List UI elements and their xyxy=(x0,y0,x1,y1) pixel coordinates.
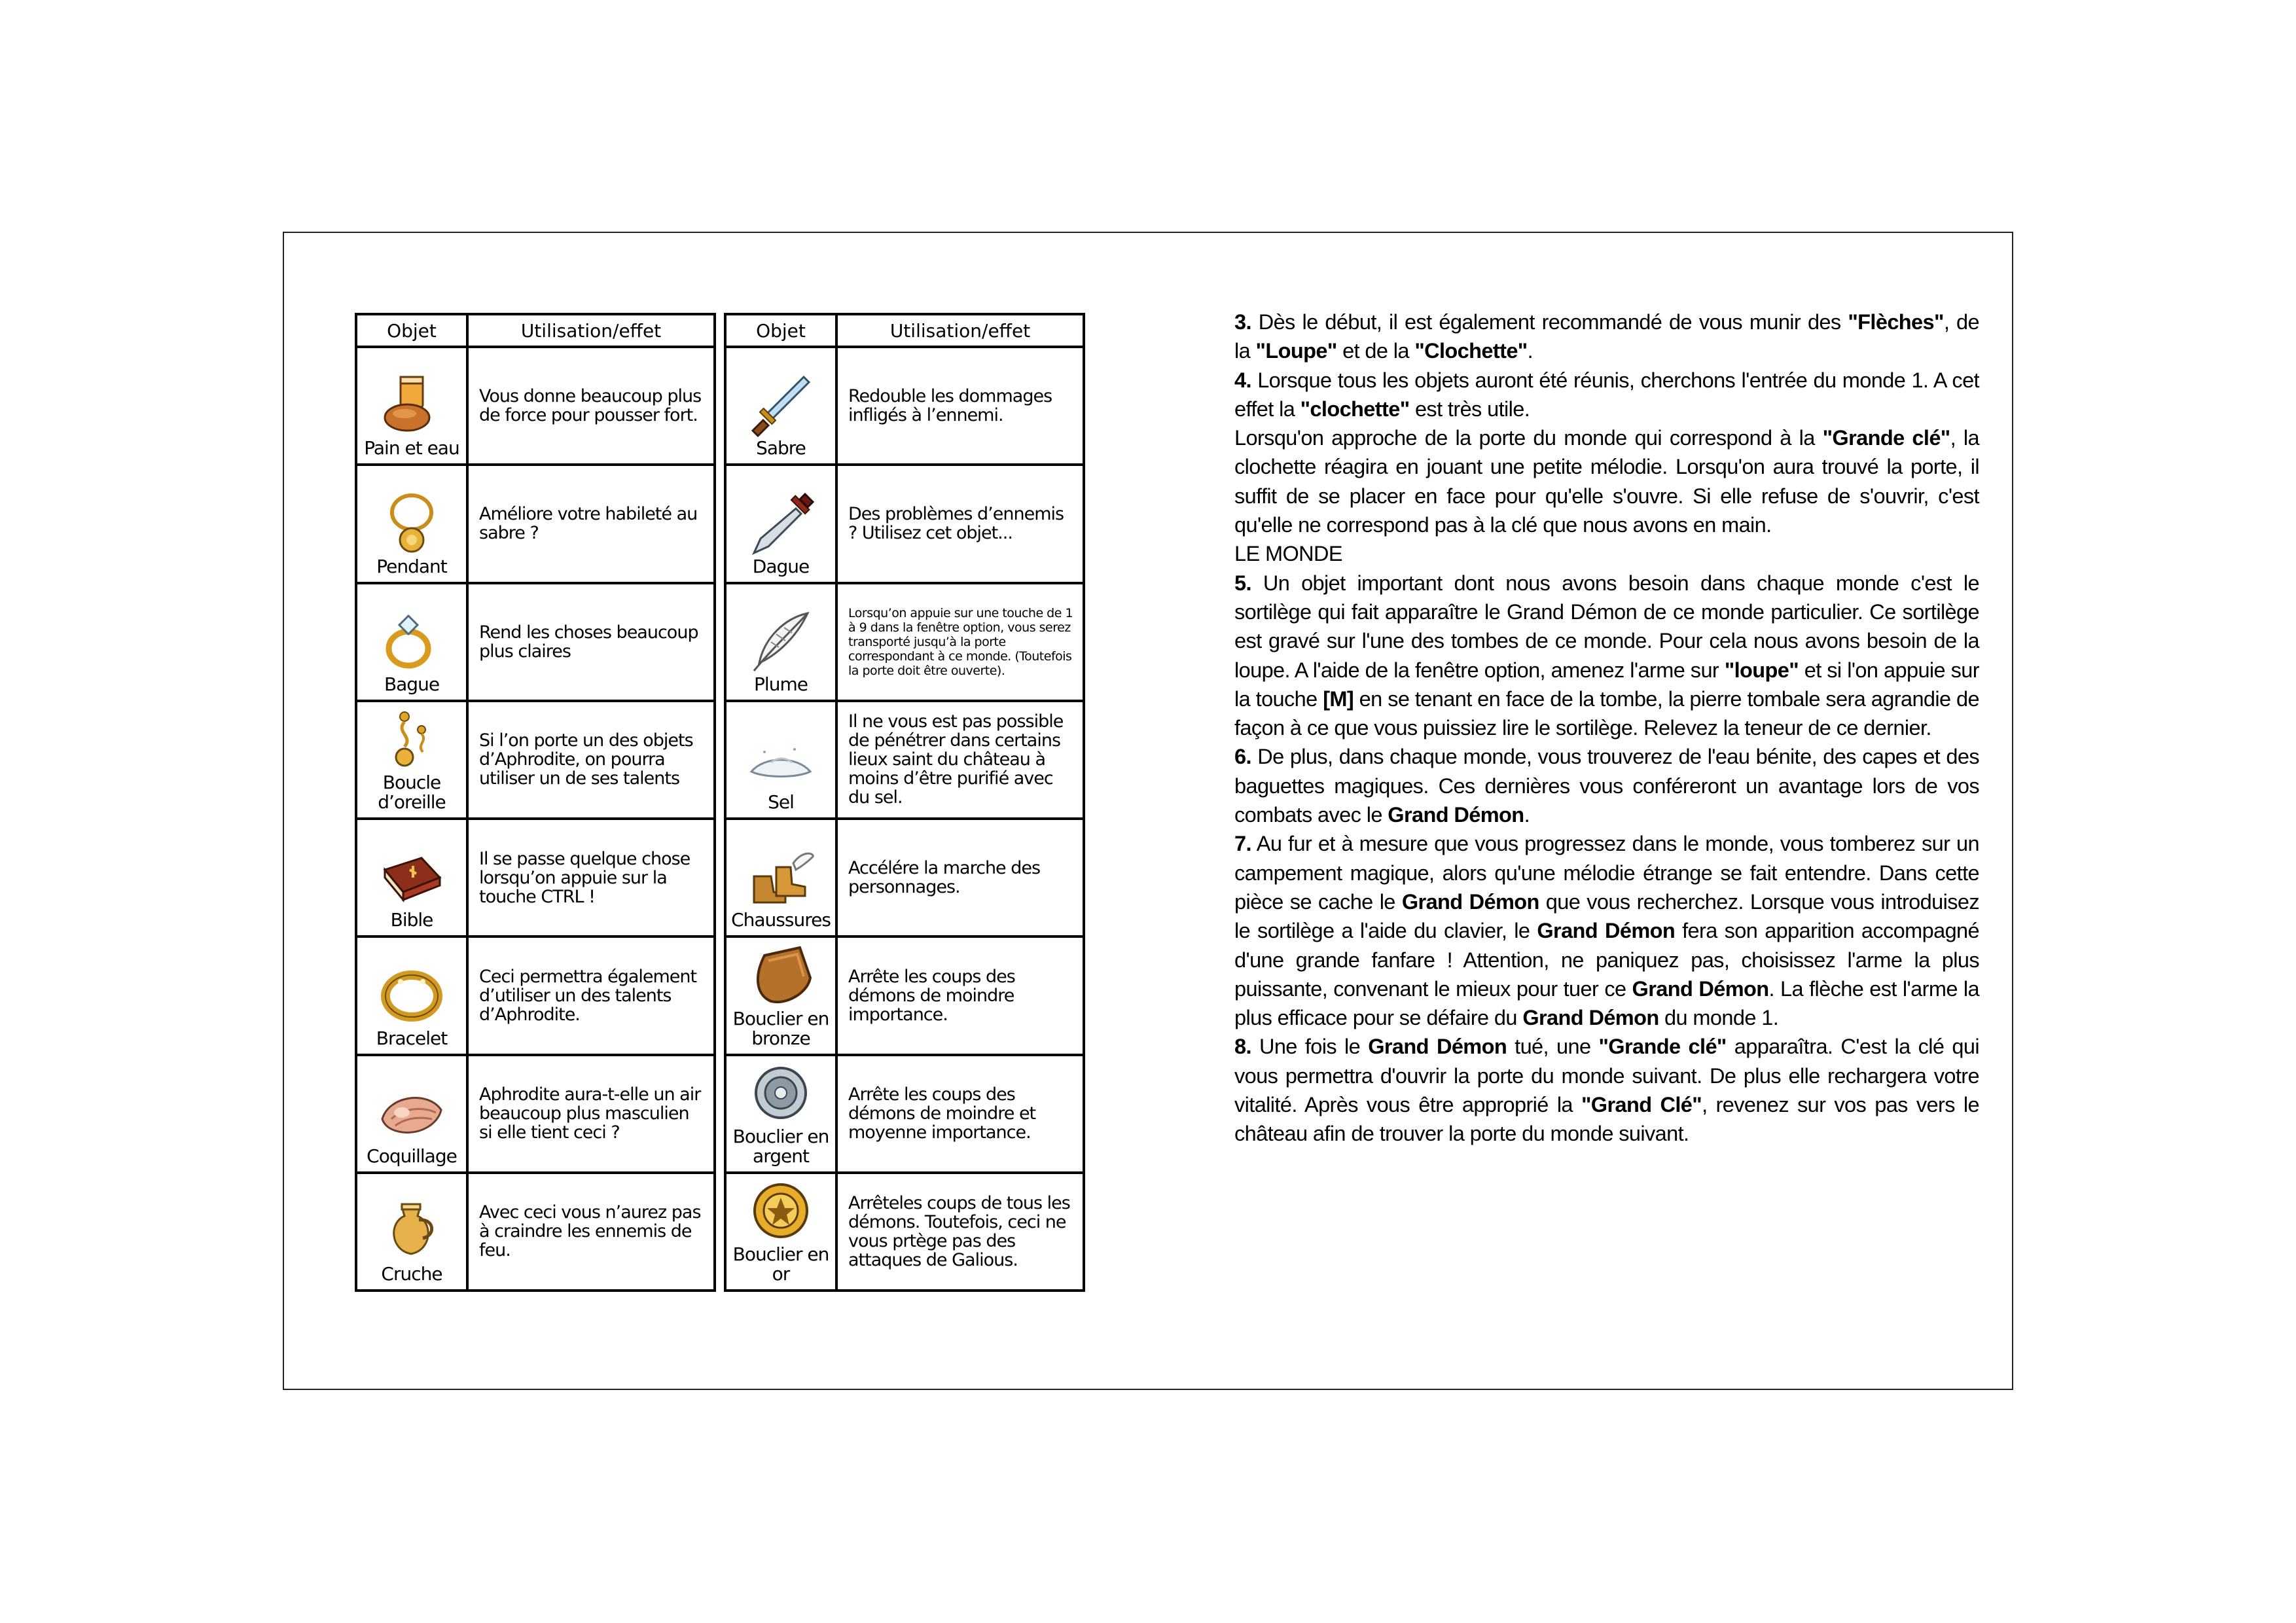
text-segment: Une fois le xyxy=(1251,1035,1369,1059)
text-segment: , la clochette réagira en jouant une petite mélodie. Lorsqu'on aura trouvé la porte, il suffit de se placer en face pour qu'elle s'ouvre. Si elle refuse de s'ouvrir, c'est qu'elle ne correspond pas à la clé que nous avons en main. xyxy=(1234,426,1979,537)
object-cell xyxy=(726,348,838,463)
effect-cell xyxy=(469,820,713,935)
object-name: Sabre xyxy=(756,437,806,459)
effect-text: Des problèmes d’ennemis ? Utilisez cet objet... xyxy=(848,504,1064,544)
object-name: Bague xyxy=(384,673,440,695)
text-segment: apparaîtra. C'est la clé qui vous permettra d'ouvrir la porte du monde suivant. De plus elle rechargera votre vitalité. Après vous être approprié la xyxy=(1234,1035,1979,1117)
column-header-effect: Utilisation/effet xyxy=(889,319,1031,342)
object-name: Bible xyxy=(390,909,433,931)
dagger-icon xyxy=(745,490,817,556)
emphasis-text: "Clochette" xyxy=(1414,339,1528,363)
column-header-object: Objet xyxy=(726,315,838,346)
emphasis-text: 8. xyxy=(1234,1035,1251,1059)
object-cell xyxy=(357,348,469,463)
object-name: Pain et eau xyxy=(364,437,459,459)
emphasis-text: Grand Démon xyxy=(1401,889,1539,914)
emphasis-text: 3. xyxy=(1234,310,1251,334)
text-segment: et de la xyxy=(1336,339,1415,363)
text-segment: . xyxy=(1527,339,1534,363)
table-row xyxy=(357,582,713,700)
emphasis-text: Grand Démon xyxy=(1522,1006,1659,1030)
table-row xyxy=(726,348,1083,463)
object-name: Coquillage xyxy=(367,1145,457,1167)
text-segment: du monde 1. xyxy=(1659,1006,1779,1030)
emphasis-text: 4. xyxy=(1234,368,1251,392)
effect-text: Lorsqu’on appuie sur une touche de 1 à 9 dans la fenêtre option, vous serez transporté jusqu’à la porte correspondant à ce monde. (Toutefois la porte doit être ouverte). xyxy=(848,605,1073,678)
text-segment: Lorsqu'on approche de la porte du monde qui correspond à la xyxy=(1234,426,1823,450)
text-segment: Au fur et à mesure que vous progressez dans le monde, vous tomberez sur un campement magique, alors qu'une mélodie étrange se fait entendre. Dans cette pièce se cache le xyxy=(1234,832,1979,914)
pendant-icon xyxy=(376,490,448,556)
object-cell xyxy=(726,938,838,1053)
emphasis-text: Grand Démon xyxy=(1537,919,1676,943)
bracelet-icon xyxy=(376,962,448,1027)
emphasis-text: Grand Démon xyxy=(1632,976,1769,1001)
gold-shield-icon xyxy=(745,1178,817,1243)
winged-boots-icon xyxy=(745,844,817,909)
object-name: Bouclier en bronze xyxy=(732,1007,829,1049)
emphasis-text: 7. xyxy=(1234,832,1251,856)
effect-cell xyxy=(838,1056,1083,1171)
object-name: Cruche xyxy=(381,1263,442,1285)
paragraph xyxy=(1234,366,1979,424)
effect-cell xyxy=(838,820,1083,935)
object-cell xyxy=(726,584,838,700)
table-row xyxy=(357,348,713,463)
effect-cell xyxy=(838,1174,1083,1289)
sword-icon xyxy=(745,372,817,437)
object-cell xyxy=(357,1056,469,1171)
object-name: Pendant xyxy=(376,555,447,577)
emphasis-text: "Grande clé" xyxy=(1598,1035,1727,1059)
paragraph xyxy=(1234,308,1979,366)
emphasis-text: "Grande clé" xyxy=(1822,426,1950,450)
table-row xyxy=(357,935,713,1053)
emphasis-text: "Grand Clé" xyxy=(1581,1093,1702,1117)
table-row xyxy=(357,1054,713,1171)
object-name: Chaussures xyxy=(731,909,831,931)
text-segment: est très utile. xyxy=(1409,397,1530,421)
effect-text: Arrête les coups des démons de moindre et moyenne importance. xyxy=(848,1084,1036,1143)
table-row xyxy=(726,1171,1083,1289)
bible-icon xyxy=(376,844,448,909)
emphasis-text: Grand Démon xyxy=(1368,1035,1507,1059)
paragraph xyxy=(1234,742,1979,829)
paragraph xyxy=(1234,539,1979,568)
table-body xyxy=(726,348,1083,1289)
feather-icon xyxy=(745,608,817,673)
object-cell xyxy=(357,584,469,700)
object-cell xyxy=(357,466,469,581)
table-row xyxy=(726,935,1083,1053)
bronze-shield-icon xyxy=(745,942,817,1008)
table-row xyxy=(726,463,1083,581)
object-cell xyxy=(357,938,469,1053)
effect-cell xyxy=(469,584,713,700)
effect-text: Améliore votre habileté au sabre ? xyxy=(479,504,698,544)
object-name: Sel xyxy=(768,791,794,813)
column-header-object: Objet xyxy=(357,315,469,346)
object-name: Bracelet xyxy=(376,1027,448,1049)
object-cell xyxy=(726,1056,838,1171)
paragraph xyxy=(1234,829,1979,1032)
text-segment: Lorsque tous les objets auront été réunis, cherchons l'entrée du monde 1. A cet effet la xyxy=(1234,368,1979,421)
text-segment: , de la xyxy=(1234,310,1980,363)
effect-cell xyxy=(838,702,1083,817)
effect-cell xyxy=(838,584,1083,700)
silver-shield-icon xyxy=(745,1060,817,1126)
emphasis-text: 5. xyxy=(1234,571,1251,595)
object-cell xyxy=(726,1174,838,1289)
object-cell xyxy=(726,702,838,817)
paragraph xyxy=(1234,569,1979,743)
salt-icon xyxy=(745,726,817,791)
object-cell xyxy=(357,1174,469,1289)
effect-cell xyxy=(838,348,1083,463)
text-segment: que vous recherchez. Lorsque vous introduisez le sortilège a l'aide du clavier, le xyxy=(1234,889,1979,943)
instructions-text xyxy=(1234,308,1979,1149)
effect-cell xyxy=(469,702,713,817)
bread-water-icon xyxy=(376,372,448,437)
column-header-effect: Utilisation/effet xyxy=(520,319,662,342)
effect-text: Arrêteles coups de tous les démons. Toutefois, ceci ne vous prtège pas des attaques de Galious. xyxy=(848,1192,1070,1270)
effect-cell xyxy=(838,938,1083,1053)
items-table-left xyxy=(355,313,716,1292)
effect-text: Vous donne beaucoup plus de force pour pousser fort. xyxy=(479,386,702,426)
object-cell xyxy=(726,820,838,935)
object-name: Boucle d’oreille xyxy=(378,772,446,813)
emphasis-text: "Loupe" xyxy=(1255,339,1337,363)
emphasis-text: [M] xyxy=(1323,687,1354,711)
table-header xyxy=(726,315,1083,348)
table-row xyxy=(357,1171,713,1289)
text-segment: LE MONDE xyxy=(1234,542,1342,566)
paragraph xyxy=(1234,423,1979,539)
object-name: Plume xyxy=(754,673,808,695)
emphasis-text: 6. xyxy=(1234,745,1251,769)
table-row xyxy=(357,817,713,935)
effect-cell xyxy=(469,1056,713,1171)
object-name: Dague xyxy=(752,555,810,577)
text-segment: et si l'on appuie sur la touche xyxy=(1234,658,1980,711)
table-row xyxy=(726,582,1083,700)
text-segment: Un objet important dont nous avons besoin dans chaque monde c'est le sortilège qui fait apparaître le Grand Démon de ce monde particulier. Ce sortilège est gravé sur l'une des tombes de ce monde. Pour cela nous avons besoin de la loupe. A l'aide de la fenêtre option, amenez l'arme sur xyxy=(1234,571,1979,682)
object-name: Bouclier en or xyxy=(732,1243,829,1285)
text-segment: en se tenant en face de la tombe, la pierre tombale sera agrandie de façon à ce que vous puissiez lire le sortilège. Relevez la teneur de ce dernier. xyxy=(1234,687,1980,740)
object-cell xyxy=(357,702,469,817)
jug-icon xyxy=(376,1198,448,1263)
effect-text: Redouble les dommages infligés à l’ennemi. xyxy=(848,386,1052,426)
emphasis-text: "loupe" xyxy=(1724,658,1799,682)
effect-text: Accélére la marche des personnages. xyxy=(848,858,1041,898)
text-segment: Dès le début, il est également recommandé de vous munir des xyxy=(1251,310,1848,334)
table-header xyxy=(357,315,713,348)
paragraph xyxy=(1234,1032,1979,1148)
emphasis-text: "Flèches" xyxy=(1848,310,1944,334)
effect-text: Rend les choses beaucoup plus claires xyxy=(479,622,698,662)
effect-text: Ceci permettra également d’utiliser un des talents d’Aphrodite. xyxy=(479,966,697,1025)
effect-text: Avec ceci vous n’aurez pas à craindre les ennemis de feu. xyxy=(479,1202,701,1261)
object-cell xyxy=(726,466,838,581)
text-segment: fera son apparition accompagné d'une grande fanfare ! Attention, ne paniquez pas, choisissez l'arme la plus puissante, convenant le mieux pour tuer ce xyxy=(1234,919,1980,1001)
table-row xyxy=(726,817,1083,935)
effect-cell xyxy=(469,466,713,581)
effect-text: Si l’on porte un des objets d’Aphrodite, on pourra utiliser un de ses talents xyxy=(479,730,693,789)
shell-icon xyxy=(376,1080,448,1145)
emphasis-text: "clochette" xyxy=(1300,397,1410,421)
table-row xyxy=(357,700,713,817)
text-segment: . La flèche est l'arme la plus efficace pour se défaire du xyxy=(1234,976,1979,1030)
table-row xyxy=(726,1054,1083,1171)
text-segment: . xyxy=(1524,803,1530,827)
earring-icon xyxy=(376,706,448,772)
items-table-right xyxy=(724,313,1085,1292)
effect-text: Il ne vous est pas possible de pénétrer dans certains lieux saint du château à moins d’être purifié avec du sel. xyxy=(848,711,1064,808)
object-name: Bouclier en argent xyxy=(732,1125,829,1167)
table-row xyxy=(726,700,1083,817)
effect-cell xyxy=(469,938,713,1053)
effect-text: Il se passe quelque chose lorsqu’on appuie sur la touche CTRL ! xyxy=(479,848,691,907)
text-segment: De plus, dans chaque monde, vous trouverez de l'eau bénite, des capes et des baguettes magiques. Ces dernières vous conféreront un avantage lors de vos combats avec le xyxy=(1234,745,1979,827)
text-segment: , revenez sur vos pas vers le château afin de trouver la porte du monde suivant. xyxy=(1234,1093,1979,1146)
table-row xyxy=(357,463,713,581)
ring-icon xyxy=(376,608,448,673)
text-segment: tué, une xyxy=(1507,1035,1599,1059)
object-cell xyxy=(357,820,469,935)
effect-cell xyxy=(469,1174,713,1289)
table-body xyxy=(357,348,713,1289)
effect-cell xyxy=(838,466,1083,581)
emphasis-text: Grand Démon xyxy=(1388,803,1524,827)
effect-cell xyxy=(469,348,713,463)
effect-text: Aphrodite aura-t-elle un air beaucoup plus masculien si elle tient ceci ? xyxy=(479,1084,701,1143)
effect-text: Arrête les coups des démons de moindre importance. xyxy=(848,966,1015,1025)
